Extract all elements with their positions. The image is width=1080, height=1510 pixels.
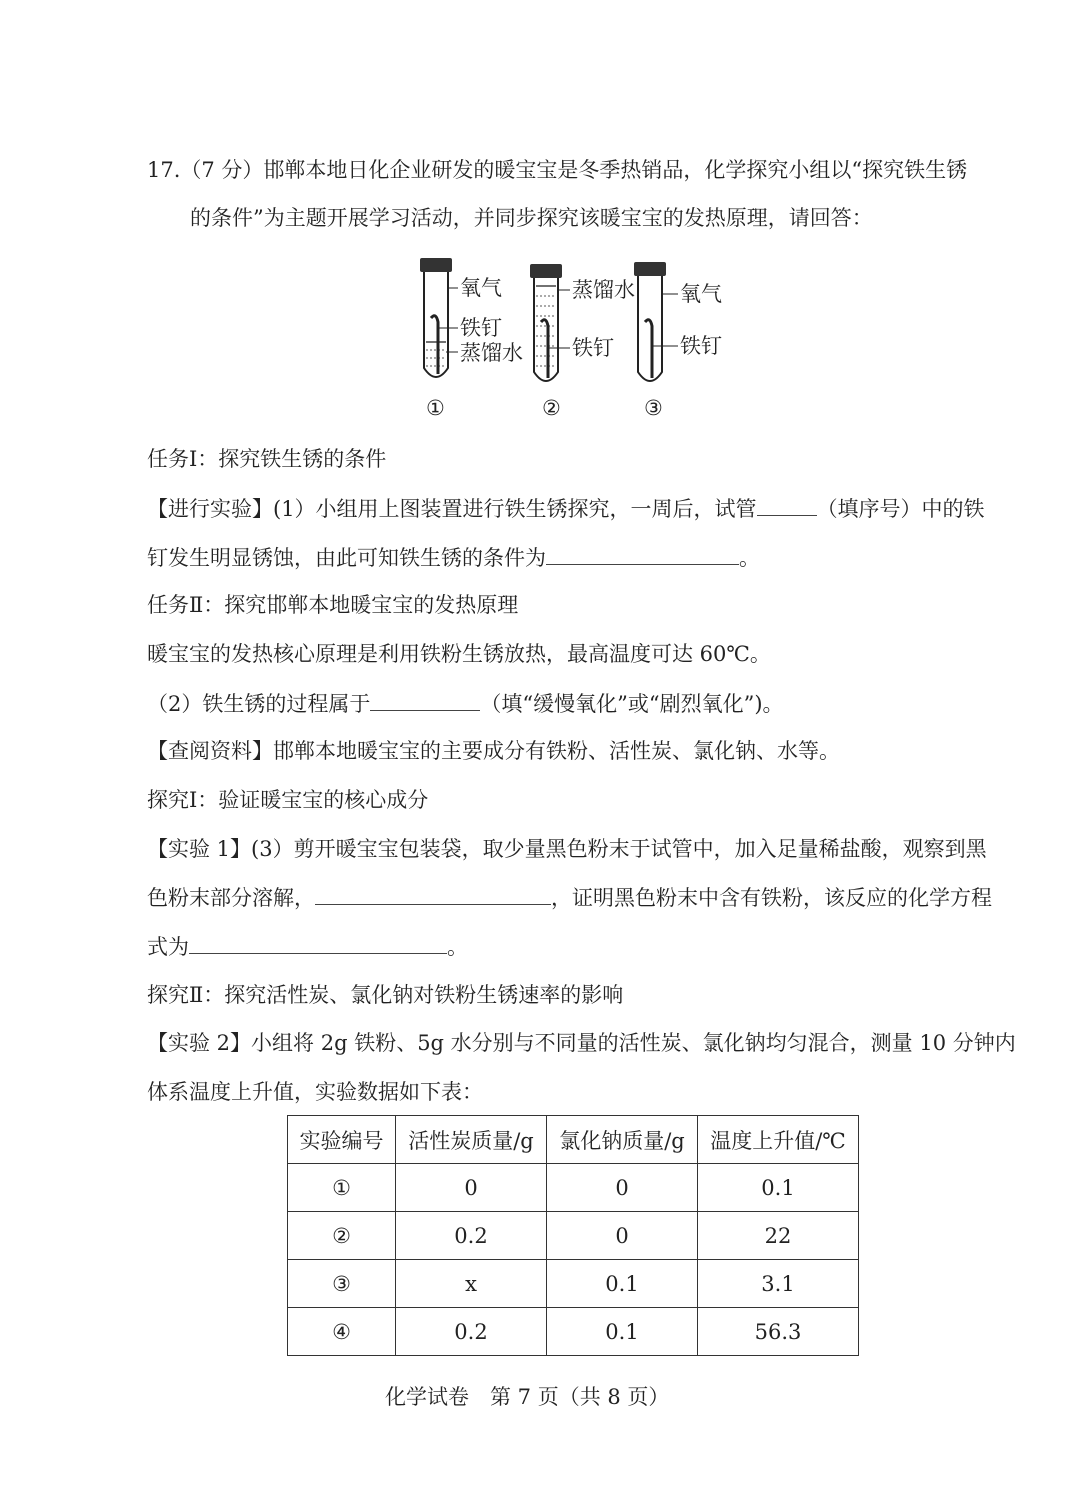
experiment-1-text-a: 色粉末部分溶解，	[147, 886, 315, 910]
table-cell: 0.2	[396, 1212, 547, 1260]
experiment-1-line-1: 【实验 1】(3）剪开暖宝宝包装袋，取少量黑色粉末于试管中，加入足量稀盐酸，观察到黑	[147, 837, 987, 861]
explore-2-title: 探究Ⅱ：探究活性炭、氯化钠对铁粉生锈速率的影响	[147, 983, 624, 1007]
test-tube-3	[634, 262, 722, 420]
page-footer: 化学试卷 第 7 页（共 8 页）	[385, 1385, 670, 1409]
table-cell: ①	[288, 1164, 396, 1212]
answer-blank-observation[interactable]	[315, 882, 551, 905]
test-tube-1	[420, 258, 523, 420]
tube-1-label-water: 蒸馏水	[460, 341, 523, 365]
answer-blank-rust-condition[interactable]	[546, 542, 739, 565]
experiment-1-text-b: ，证明黑色粉末中含有铁粉，该反应的化学方程	[551, 886, 992, 910]
table-row	[288, 1164, 859, 1212]
table-header-cell: 温度上升值/℃	[698, 1116, 859, 1164]
table-cell: 0	[547, 1164, 698, 1212]
table-row	[288, 1260, 859, 1308]
tube-3-label-nail: 铁钉	[680, 334, 722, 358]
table-row	[288, 1212, 859, 1260]
task-1-experiment-text-c: 钉发生明显锈蚀，由此可知铁生锈的条件为	[147, 546, 546, 570]
table-header-row	[288, 1116, 859, 1164]
task-1-experiment-line-1	[147, 493, 985, 524]
task-2-principle: 暖宝宝的发热核心原理是利用铁粉生锈放热，最高温度可达 60℃。	[147, 642, 771, 666]
answer-blank-tube-number[interactable]	[757, 493, 817, 516]
table-cell: 3.1	[698, 1260, 859, 1308]
table-cell: 0	[396, 1164, 547, 1212]
table-cell: 22	[698, 1212, 859, 1260]
tube-2-number: ②	[542, 396, 561, 420]
question-text-line-2: 的条件”为主题开展学习活动，并同步探究该暖宝宝的发热原理，请回答：	[190, 206, 873, 230]
experiment-2-line-1: 【实验 2】小组将 2g 铁粉、5g 水分别与不同量的活性炭、氯化钠均匀混合，测量 10 分钟内	[147, 1031, 1016, 1055]
reference-info: 【查阅资料】邯郸本地暖宝宝的主要成分有铁粉、活性炭、氯化钠、水等。	[147, 739, 840, 763]
tube-2-label-nail: 铁钉	[572, 336, 614, 360]
table-cell: 56.3	[698, 1308, 859, 1356]
task-1-experiment-text-b: （填序号）中的铁	[816, 497, 985, 521]
answer-blank-oxidation-type[interactable]	[370, 688, 480, 711]
experiment-1-line-2	[147, 882, 992, 913]
table-header-cell: 活性炭质量/g	[396, 1116, 547, 1164]
test-tube-2	[530, 264, 635, 420]
experiment-data-table	[287, 1115, 859, 1356]
table-cell: 0.1	[547, 1260, 698, 1308]
table-cell: 0.1	[547, 1308, 698, 1356]
answer-blank-equation[interactable]	[189, 931, 447, 954]
tube-1-label-oxygen: 氧气	[460, 276, 502, 300]
task-1-title: 任务Ⅰ：探究铁生锈的条件	[147, 447, 387, 471]
table-cell: ②	[288, 1212, 396, 1260]
table-cell: 0.2	[396, 1308, 547, 1356]
test-tube-figure	[400, 250, 740, 430]
experiment-1-text-d: 。	[447, 935, 468, 959]
task-1-experiment-text-d: 。	[739, 546, 760, 570]
question-2-text-a: （2）铁生锈的过程属于	[147, 692, 371, 716]
table-cell: ④	[288, 1308, 396, 1356]
table-row	[288, 1308, 859, 1356]
task-1-experiment-text-a: 【进行实验】(1）小组用上图装置进行铁生锈探究，一周后，试管	[147, 497, 757, 521]
tube-2-label-water: 蒸馏水	[572, 278, 635, 302]
question-text-line-1: 17.（7 分）邯郸本地日化企业研发的暖宝宝是冬季热销品，化学探究小组以“探究铁生锈	[147, 158, 968, 182]
question-2-text-b: （填“缓慢氧化”或“剧烈氧化”)。	[480, 692, 784, 716]
table-cell: ③	[288, 1260, 396, 1308]
tube-3-number: ③	[644, 396, 663, 420]
tube-3-label-oxygen: 氧气	[680, 282, 722, 306]
table-cell: 0	[547, 1212, 698, 1260]
explore-1-title: 探究Ⅰ：验证暖宝宝的核心成分	[147, 788, 429, 812]
task-2-title: 任务Ⅱ：探究邯郸本地暖宝宝的发热原理	[147, 593, 519, 617]
experiment-1-line-3	[147, 931, 468, 962]
tube-1-label-nail: 铁钉	[460, 316, 502, 340]
experiment-2-line-2: 体系温度上升值，实验数据如下表：	[147, 1080, 483, 1104]
tube-1-number: ①	[426, 396, 445, 420]
task-1-experiment-line-2	[147, 542, 760, 573]
experiment-1-text-c: 式为	[147, 935, 189, 959]
question-2-line	[147, 688, 784, 719]
table-header-cell: 实验编号	[288, 1116, 396, 1164]
table-cell: x	[396, 1260, 547, 1308]
table-cell: 0.1	[698, 1164, 859, 1212]
table-header-cell: 氯化钠质量/g	[547, 1116, 698, 1164]
